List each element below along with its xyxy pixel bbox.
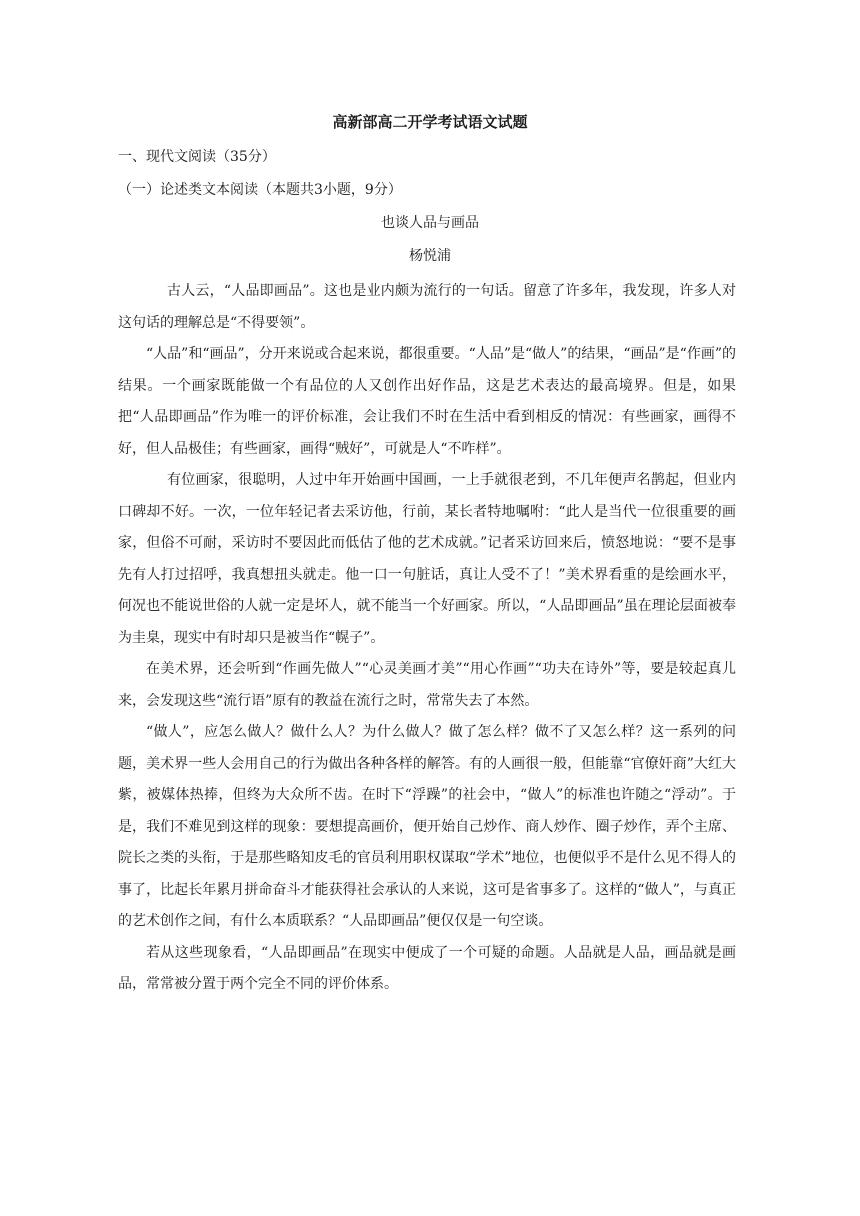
article-body [118, 276, 736, 1001]
paragraph: 若从这些现象看，“人品即画品”在现实中便成了一个可疑的命题。人品就是人品，画品就是画品，常常被分置于两个完全不同的评价体系。 [118, 944, 736, 992]
article-author: 杨悦浦 [409, 248, 451, 264]
section-heading-modern-reading: 一、现代文阅读（35分） [118, 149, 276, 165]
exam-title: 高新部高二开学考试语文试题 [332, 113, 528, 131]
article-title: 也谈人品与画品 [381, 215, 479, 231]
paragraph: 有位画家，很聪明，人过中年开始画中国画，一上手就很老到，不几年便声名鹊起，但业内口碑却不好。一次，一位年轻记者去采访他，行前，某长者特地嘱咐：“此人是当代一位很重要的画家，但俗不可耐，采访时不要因此而低估了他的艺术成就。”记者采访回来后，愤怒地说：“要不是事先有人打过招呼，我真想扭头就走。他一口一句脏话，真让人受不了！”美术界看重的是绘画水平，何况也不能说世俗的人就一定是坏人，就不能当一个好画家。所以，“人品即画品”虽在理论层面被奉为圭臬，现实中有时却只是被当作“幌子”。 [118, 472, 736, 646]
paragraph: “人品”和“画品”，分开来说或合起来说，都很重要。“人品”是“做人”的结果，“画品”是“作画”的结果。一个画家既能做一个有品位的人又创作出好作品，这是艺术表达的最高境界。但是，如果把“人品即画品”作为唯一的评价标准，会让我们不时在生活中看到相反的情况：有些画家，画得不好，但人品极佳；有些画家，画得“贼好”，可就是人“不咋样”。 [118, 346, 736, 457]
paragraph: “做人”，应怎么做人？做什么人？为什么做人？做了怎么样？做不了又怎么样？这一系列的问题，美术界一些人会用自己的行为做出各种各样的解答。有的人画很一般，但能靠“官僚奸商”大红大紫，被媒体热捧，但终为大众所不齿。在时下“浮躁”的社会中，“做人”的标准也许随之“浮动”。于是，我们不难见到这样的现象：要想提高画价，便开始自己炒作、商人炒作、圈子炒作，弄个主席、院长之类的头衔，于是那些略知皮毛的官员利用职权谋取“学术”地位，也便似乎不是什么见不得人的事了，比起长年累月拼命奋斗才能获得社会承认的人来说，这可是省事多了。这样的“做人”，与真正的艺术创作之间，有什么本质联系？“人品即画品”便仅仅是一句空谈。 [118, 724, 736, 929]
paragraph: 在美术界，还会听到“作画先做人”“心灵美画才美”“用心作画”“功夫在诗外”等，要是较起真儿来，会发现这些“流行语”原有的教益在流行之时，常常失去了本然。 [118, 661, 736, 709]
section-heading-argumentative-reading: （一）论述类文本阅读（本题共3小题，9分） [118, 182, 402, 198]
paragraph: 古人云，“人品即画品”。这也是业内颇为流行的一句话。留意了许多年，我发现，许多人对这句话的理解总是“不得要领”。 [118, 283, 736, 331]
